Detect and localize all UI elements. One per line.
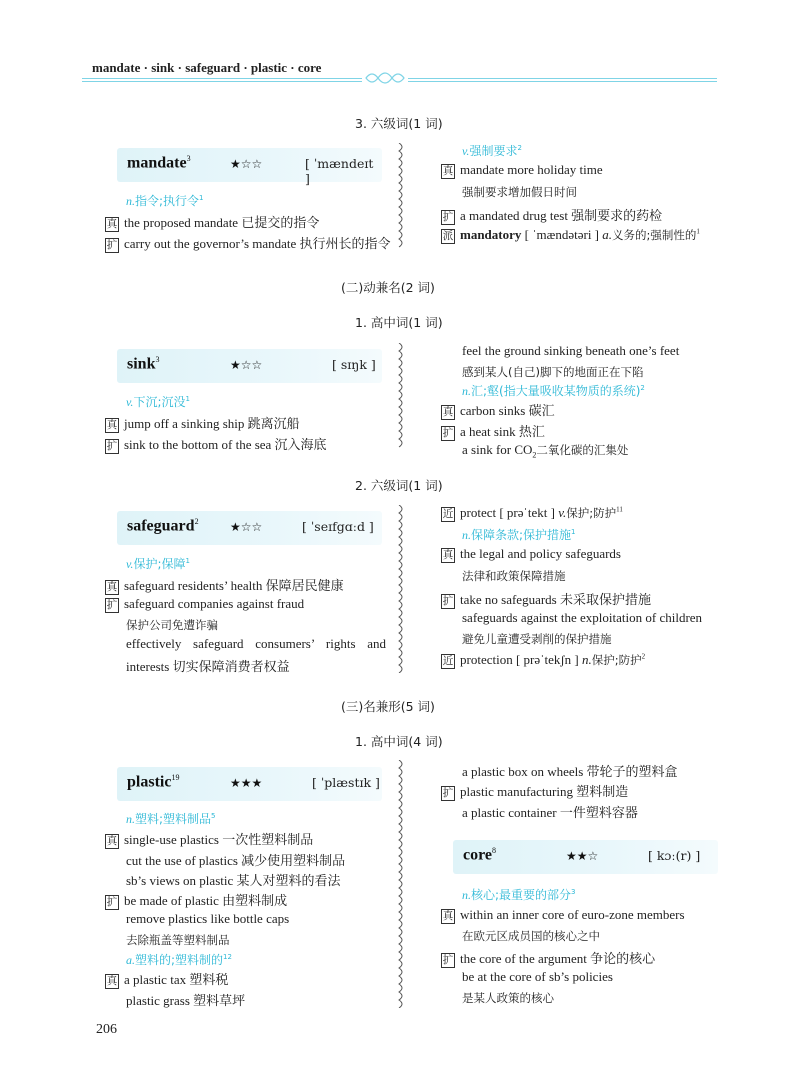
derivative-line: 派 mandatory [ ˈmændətəri ] a.义务的;强制性的$^1$: [442, 227, 700, 242]
tag-extend-icon: 扩: [106, 895, 118, 908]
tag-extend-icon: 扩: [442, 953, 454, 966]
translation: 法律和政策保障措施: [462, 569, 566, 583]
example-line: 真 carbon sinks 碳汇: [442, 403, 555, 418]
tag-real-exam-icon: 真: [442, 909, 454, 922]
translation: 避免儿童遭受剥削的保护措施: [462, 632, 612, 646]
part-of-speech: n.核心;最重要的部分$^3$: [462, 888, 576, 902]
tag-extend-icon: 扩: [106, 238, 118, 251]
column-divider: [395, 505, 409, 673]
phonetic: [ kɔː(r) ]: [648, 848, 701, 863]
tag-synonym-icon: 近: [442, 507, 454, 520]
example-line: interests 切实保障消费者权益: [126, 659, 290, 674]
example-line: 真 the legal and policy safeguards: [442, 546, 621, 561]
example-line: 真 a plastic tax 塑料税: [106, 972, 229, 987]
synonym-line: 近 protection [ prəˈtekʃn ] n.保护;防护$^2$: [442, 652, 646, 667]
tag-real-exam-icon: 真: [106, 580, 118, 593]
tag-real-exam-icon: 真: [442, 405, 454, 418]
tag-extend-icon: 扩: [442, 786, 454, 799]
phonetic: [ ˈseɪfgɑːd ]: [302, 519, 374, 534]
part-of-speech: n.保障条款;保护措施$^1$: [462, 528, 576, 542]
frequency-stars: ★★☆: [566, 849, 599, 863]
running-header: mandate · sink · safeguard · plastic · core: [92, 60, 322, 75]
example-line: effectively safeguard consumers’ rights and: [126, 636, 386, 651]
headword: mandate$^3$: [127, 154, 191, 172]
column-divider: [395, 143, 409, 248]
section-heading-verb-noun: (二)动兼名(2 词): [341, 280, 435, 295]
example-line: 真 the proposed mandate 已提交的指令: [106, 215, 320, 230]
tag-real-exam-icon: 真: [106, 418, 118, 431]
part-of-speech: n.塑料;塑料制品$^5$: [126, 812, 216, 826]
section-heading-noun-adj: (三)名兼形(5 词): [341, 699, 435, 714]
tag-real-exam-icon: 真: [106, 834, 118, 847]
example-line: 扩 carry out the governor’s mandate 执行州长的指令: [106, 236, 391, 251]
section-heading-highschool: 1. 高中词(4 词): [355, 734, 443, 749]
example-line: 真 within an inner core of euro-zone members: [442, 907, 685, 922]
example-line: feel the ground sinking beneath one’s feet: [462, 343, 680, 358]
page-number: 206: [96, 1022, 117, 1037]
example-line: 扩 plastic manufacturing 塑料制造: [442, 784, 629, 799]
translation: 保护公司免遭诈骗: [126, 618, 218, 632]
tag-real-exam-icon: 真: [106, 217, 118, 230]
column-divider: [395, 760, 409, 1008]
example-line: 扩 a heat sink 热汇: [442, 424, 545, 439]
section-heading-cet6: 3. 六级词(1 词): [355, 116, 443, 131]
phonetic: [ ˈmændeɪt ]: [305, 156, 374, 186]
section-heading-highschool: 1. 高中词(1 词): [355, 315, 443, 330]
frequency-stars: ★☆☆: [230, 520, 263, 534]
word-card-mandate: [117, 148, 382, 186]
headword: plastic$^{19}$: [127, 773, 180, 791]
part-of-speech: a.塑料的;塑料制的$^{12}$: [126, 953, 232, 967]
tag-synonym-icon: 近: [442, 654, 454, 667]
example-line: a sink for $CO_2$二氧化碳的汇集处: [462, 442, 629, 460]
word-card-core: [453, 840, 718, 874]
frequency-stars: ★☆☆: [230, 358, 263, 372]
column-divider: [395, 343, 409, 451]
translation: 强制要求增加假日时间: [462, 185, 577, 199]
example-line: remove plastics like bottle caps: [126, 911, 290, 926]
example-line: plastic grass 塑料草坪: [126, 993, 246, 1008]
phonetic: [ ˈplæstɪk ]: [312, 775, 380, 790]
example-line: sb’s views on plastic 某人对塑料的看法: [126, 873, 341, 888]
section-heading-cet6: 2. 六级词(1 词): [355, 478, 443, 493]
translation: 是某人政策的核心: [462, 991, 554, 1005]
example-line: a plastic box on wheels 带轮子的塑料盒: [462, 764, 678, 779]
tag-extend-icon: 扩: [106, 439, 118, 452]
part-of-speech: n.汇;壑(指大量吸收某物质的系统)$^2$: [462, 384, 645, 398]
example-line: 扩 safeguard companies against fraud: [106, 596, 305, 611]
translation: 在欧元区成员国的核心之中: [462, 929, 600, 943]
example-line: 真 safeguard residents’ health 保障居民健康: [106, 578, 344, 593]
part-of-speech: v.下沉;沉没$^1$: [126, 395, 190, 409]
example-line: 扩 be made of plastic 由塑料制成: [106, 893, 288, 908]
headword: core$^8$: [463, 846, 497, 864]
phonetic: [ sɪŋk ]: [332, 357, 376, 372]
tag-extend-icon: 扩: [442, 426, 454, 439]
translation: 感到某人(自己)脚下的地面正在下陷: [462, 365, 644, 379]
tag-real-exam-icon: 真: [442, 548, 454, 561]
tag-extend-icon: 扩: [442, 210, 454, 223]
example-line: 扩 the core of the argument 争论的核心: [442, 951, 656, 966]
tag-extend-icon: 扩: [442, 594, 454, 607]
part-of-speech: v.强制要求$^2$: [462, 144, 522, 158]
tag-derivative-icon: 派: [442, 229, 454, 242]
frequency-stars: ★★★: [230, 776, 263, 790]
example-line: 扩 take no safeguards 未采取保护措施: [442, 592, 651, 607]
headword: safeguard$^2$: [127, 517, 199, 535]
example-line: 扩 sink to the bottom of the sea 沉入海底: [106, 437, 327, 452]
word-card-plastic: [117, 767, 382, 801]
example-line: a plastic container 一件塑料容器: [462, 805, 638, 820]
part-of-speech: v.保护;保障$^1$: [126, 557, 190, 571]
tag-real-exam-icon: 真: [442, 164, 454, 177]
tag-extend-icon: 扩: [106, 598, 118, 611]
headword: sink$^3$: [127, 355, 160, 373]
header-ornament-icon: [362, 68, 408, 88]
example-line: be at the core of sb’s policies: [462, 969, 613, 984]
synonym-line: 近 protect [ prəˈtekt ] v.保护;防护$^{11}$: [442, 505, 623, 520]
frequency-stars: ★☆☆: [230, 157, 263, 171]
example-line: 真 jump off a sinking ship 跳离沉船: [106, 416, 300, 431]
part-of-speech: n.指令;执行令$^1$: [126, 194, 204, 208]
example-line: cut the use of plastics 减少使用塑料制品: [126, 853, 346, 868]
tag-real-exam-icon: 真: [106, 974, 118, 987]
example-line: 真 mandate more holiday time: [442, 162, 603, 177]
example-line: 扩 a mandated drug test 强制要求的药检: [442, 208, 663, 223]
example-line: safeguards against the exploitation of children: [462, 610, 703, 625]
word-card-sink: [117, 349, 382, 383]
translation: 去除瓶盖等塑料制品: [126, 933, 230, 947]
word-card-safeguard: [117, 511, 382, 545]
example-line: 真 single-use plastics 一次性塑料制品: [106, 832, 314, 847]
